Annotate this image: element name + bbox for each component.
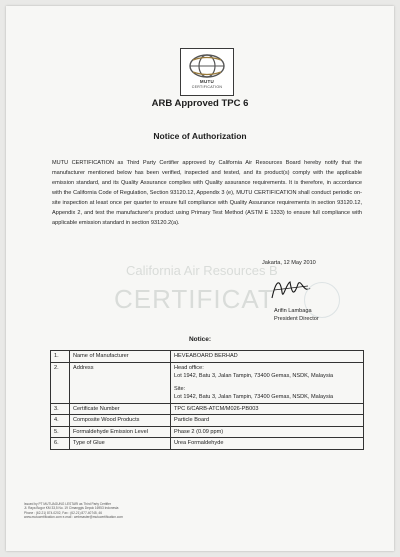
globe-icon — [187, 53, 227, 79]
row-value: HEVEABOARD BERHAD — [171, 351, 364, 363]
site-label: Site: — [174, 385, 186, 392]
row-number: 1. — [51, 351, 70, 363]
footer-line: www.mutucertification.com e-mail : webmaster@mutucertification.com — [24, 515, 123, 520]
table-row — [51, 426, 364, 438]
site-address: Lot 1942, Batu 3, Jalan Tampin, 73400 Gemas, NSDK, Malaysia — [174, 394, 334, 400]
footer-contact — [24, 502, 123, 520]
row-value: Urea Formaldehyde — [171, 438, 364, 450]
head-office-address: Lot 1942, Batu 3, Jalan Tampin, 73400 Gemas, NSDK, Malaysia — [174, 373, 334, 379]
row-label: Certificate Number — [70, 403, 171, 415]
row-value-address — [171, 362, 364, 403]
paragraph-main: MUTU CERTIFICATION as Third Party Certifier approved by California Air Resources Board hereby notify that the manufacturer mentioned below has been verified, inspected and tested, and its product(s) comply with the applicable emission standard, and its Quality Assurance complies with Quality assurance requirements. It is therefore, in accordance with the California Code of Regulation, Section 93120.12, Appendix 3 (e), MUTU CERTIFICATION shall conduct periodic on-site inspection at least once per quarter to ensure full compliance with Quality Assurance requirements in section 93120.12, Appendix 2, and test the manufacturer's product using Primary Test Method (ASTM E 1333) to ensure full compliance with applicable emission standard in section 93120.2(a). — [52, 160, 362, 226]
row-label: Type of Glue — [70, 438, 171, 450]
row-label: Formaldehyde Emission Level — [70, 426, 171, 438]
certificate-page — [6, 6, 394, 551]
watermark-line1: California Air Resources B — [126, 263, 278, 278]
issue-date: Jakarta, 12 May 2010 — [262, 260, 316, 266]
row-number: 6. — [51, 438, 70, 450]
row-label: Composite Wood Products — [70, 415, 171, 427]
footer-line: Jl. Raya Bogor KM 33,5 No. 19 Cimanggis Depok 16953 Indonesia — [24, 506, 119, 511]
logo-subtext: CERTIFICATION — [191, 85, 223, 89]
row-value: TPC 6/CARB-ATCM/M026-PB003 — [171, 403, 364, 415]
manufacturer-info-table — [50, 350, 364, 450]
row-value: Phase 2 (0.09 ppm) — [171, 426, 364, 438]
signer-title: President Director — [274, 316, 319, 322]
notice-label: Notice: — [188, 336, 212, 343]
row-value: Particle Board — [171, 415, 364, 427]
footer-line: Issued by PT MUTUAGUNG LESTARI as Third Party Certifier — [24, 502, 111, 506]
document-subtitle: Notice of Authorization — [153, 131, 247, 141]
row-number: 4. — [51, 415, 70, 427]
row-number: 2. — [51, 362, 70, 403]
row-number: 5. — [51, 426, 70, 438]
row-label: Address — [70, 362, 171, 403]
watermark-line2: CERTIFICAT — [114, 284, 275, 314]
mutu-logo — [180, 48, 234, 96]
footer-line: Phone : (62-21) 874-0202, Fax : (62-21) 877-40745, 46 — [24, 510, 102, 515]
head-office-label: Head office: — [174, 364, 204, 371]
row-label: Name of Manufacturer — [70, 351, 171, 363]
table-row — [51, 351, 364, 363]
authorization-body — [52, 158, 362, 228]
signer-name: Arifin Lambaga — [274, 308, 312, 314]
document-title: ARB Approved TPC 6 — [151, 98, 249, 109]
logo-name: MUTU — [199, 79, 215, 84]
table-row — [51, 415, 364, 427]
row-number: 3. — [51, 403, 70, 415]
table-row — [51, 362, 364, 403]
table-row — [51, 403, 364, 415]
table-row — [51, 438, 364, 450]
